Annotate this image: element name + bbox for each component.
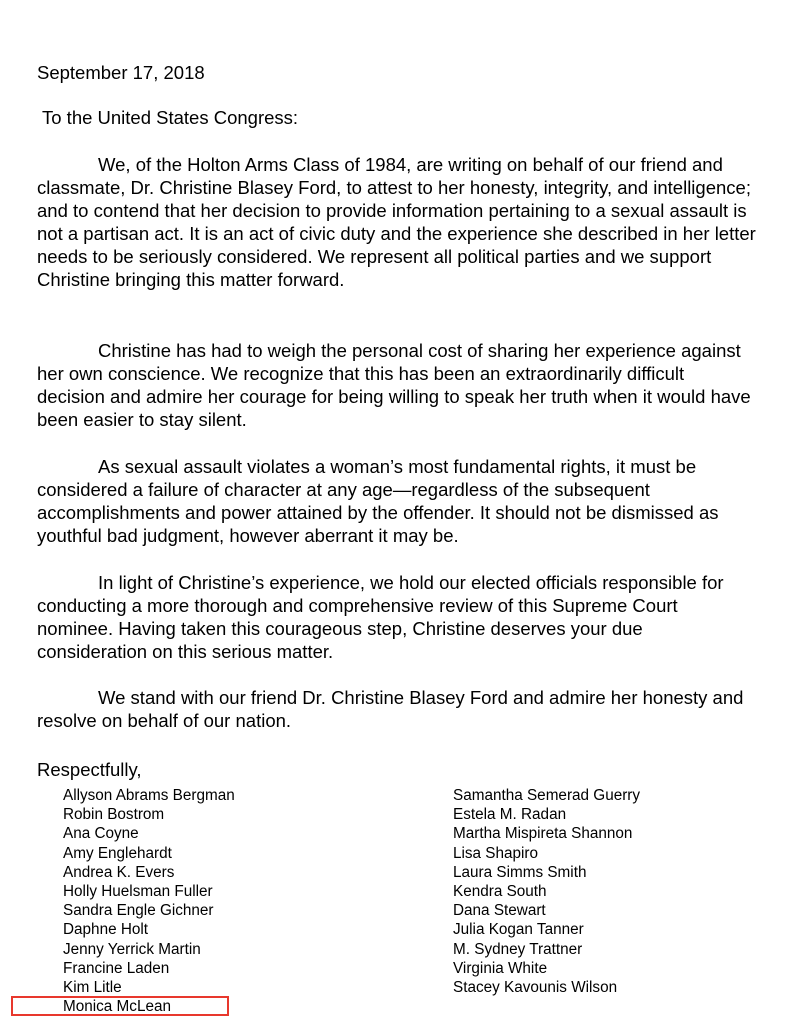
signatory-name: Sandra Engle Gichner — [63, 902, 214, 920]
signatory-name: Laura Simms Smith — [453, 863, 587, 881]
signatory-name: Allyson Abrams Bergman — [63, 787, 235, 804]
signatory-name: Virginia White — [453, 959, 548, 977]
signatory-name-highlighted: Monica McLean — [63, 998, 171, 1016]
signatory-name: Robin Bostrom — [63, 806, 165, 824]
signatory-name: Kendra South — [453, 882, 547, 900]
signatory-name: Francine Laden — [63, 959, 170, 977]
signatory-name: Stacey Kavounis Wilson — [453, 978, 618, 996]
letter-salutation: To the United States Congress: — [42, 107, 299, 128]
signatory-name: Ana Coyne — [63, 825, 139, 843]
letter-paragraph-4: In light of Christine’s experience, we hold our elected officials responsible for conducting a more thorough and comprehensive review of this Supreme Court nominee. Having taken this courageous step, Christine deserves your due consideration on this serious matter. — [37, 572, 724, 662]
letter-paragraph-3: As sexual assault violates a woman’s most fundamental rights, it must be considered a failure of character at any age—regardless of the subsequent accomplishments and power attained by the offender. It should not be dismissed as youthful bad judgment, however aberrant it may be. — [37, 456, 719, 546]
signatory-name: Jenny Yerrick Martin — [63, 940, 201, 958]
signatory-name: Andrea K. Evers — [63, 863, 175, 881]
letter-paragraph-2: Christine has had to weigh the personal cost of sharing her experience against her own conscience. We recognize that this has been an extraordinarily difficult decision and admire her courage for being willing to speak her truth when it would have been easier to stay silent. — [37, 340, 751, 430]
signatory-name: M. Sydney Trattner — [453, 940, 583, 958]
letter-paragraph-1: We, of the Holton Arms Class of 1984, are writing on behalf of our friend and classmate, Dr. Christine Blasey Ford, to attest to her honesty, integrity, and intelligence; and to contend that her decision to provide information pertaining to a sexual assault is not a partisan act. It is an act of civic duty and the experience she described in her letter needs to be seriously considered. We represent all political parties and we support Christine bringing this matter forward. — [37, 154, 756, 290]
signatory-name: Dana Stewart — [453, 902, 546, 920]
signatory-name: Amy Englehardt — [63, 844, 172, 862]
signatory-name: Kim Litle — [63, 978, 122, 996]
letter-paragraph-5: We stand with our friend Dr. Christine Blasey Ford and admire her honesty and resolve on behalf of our nation. — [37, 687, 744, 731]
highlight-box — [11, 996, 229, 1016]
signatory-name: Holly Huelsman Fuller — [63, 882, 213, 900]
signatory-list-left — [63, 786, 235, 1016]
signatory-name: Estela M. Radan — [453, 806, 567, 824]
letter-closing: Respectfully, — [37, 759, 142, 780]
signatory-name: Lisa Shapiro — [453, 844, 539, 862]
signatory-name: Samantha Semerad Guerry — [453, 787, 641, 804]
signatory-name: Julia Kogan Tanner — [453, 921, 584, 939]
signatory-name: Daphne Holt — [63, 921, 149, 939]
letter-date: September 17, 2018 — [37, 62, 205, 83]
signatory-list-right — [453, 786, 640, 997]
signatory-name: Martha Mispireta Shannon — [453, 825, 633, 843]
